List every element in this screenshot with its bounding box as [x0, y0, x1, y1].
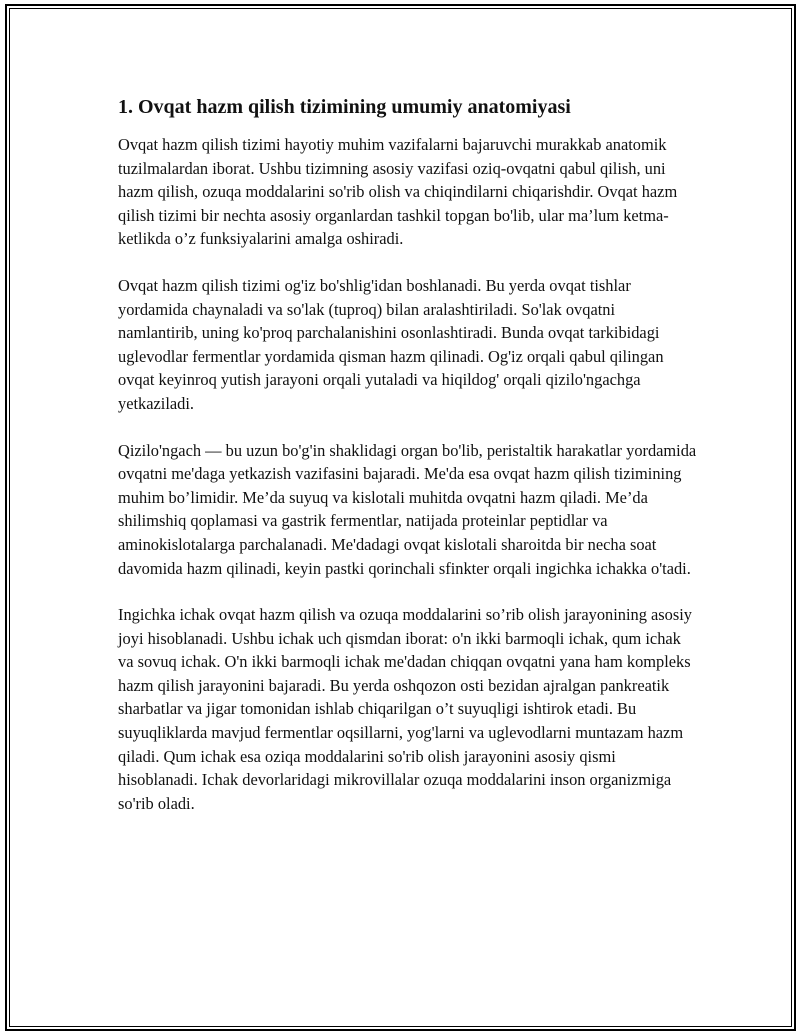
paragraph-2: Ovqat hazm qilish tizimi og'iz bo'shlig'idan boshlanadi. Bu yerda ovqat tishlar yordamida chaynaladi va so'lak (tuproq) bilan aralashtiriladi. So'lak ovqatni namlantirib, uning ko'proq parchalanishini osonlashtiradi. Bunda ovqat tarkibidagi uglevodlar fermentlar yordamida qisman hazm qilinadi. Og'iz orqali qabul qilingan ovqat keyinroq yutish jarayoni orqali yutaladi va hiqildog' orqali qizilo'ngachga yetkaziladi. — [118, 275, 664, 413]
paragraph-1: Ovqat hazm qilish tizimi hayotiy muhim vazifalarni bajaruvchi murakkab anatomik tuzilmalardan iborat. Ushbu tizimning asosiy vazifasi oziq-ovqatni qabul qilish, uni hazm qilish, ozuqa moddalarini so'rib olish va chiqindilarni chiqarishdir. Ovqat hazm qilish tizimi bir nechta asosiy organlardan tashkil topgan bo'lib, ular ma’lum ketma-ketlikda o’z funksiyalarini amalga oshiradi. — [118, 135, 678, 249]
paragraph-4: Ingichka ichak ovqat hazm qilish va ozuqa moddalarini so’rib olish jarayonining asosiy joyi hisoblanadi. Ushbu ichak uch qismdan iborat: o'n ikki barmoqli ichak, qum ichak va sovuq ichak. O'n ikki barmoqli ichak me'dadan chiqqan ovqatni yana ham kompleks hazm qilish jarayonini bajaradi. Bu yerda oshqozon osti bezidan ajralgan pankreatik sharbatlar va jigar tomonidan ishlab chiqarilgan o’t suyuqligi ishtirok etadi. Bu suyuqliklarda mavjud fermentlar oqsillarni, yog'larni va uglevodlarni muntazam hazm qiladi. Qum ichak esa oziqa moddalarini so'rib olish jarayonini asosiy qismi hisoblanadi. Ichak devorlaridagi mikrovillalar ozuqa moddalarini inson organizmiga so'rib oladi. — [118, 605, 692, 813]
document-body — [118, 95, 698, 838]
section-heading: 1. Ovqat hazm qilish tizimining umumiy anatomiyasi — [118, 96, 571, 118]
paragraph-3: Qizilo'ngach — bu uzun bo'g'in shaklidagi organ bo'lib, peristaltik harakatlar yordamida ovqatni me'daga yetkazish vazifasini bajaradi. Me'da esa ovqat hazm qilish tizimining muhim bo’limidir. Me’da suyuq va kislotali muhitda ovqatni hazm qiladi. Me’da shilimshiq qoplamasi va gastrik fermentlar, natijada proteinlar peptidlar va aminokislotalarga parchalanadi. Me'dadagi ovqat kislotali sharoitda bir necha soat davomida hazm qilinadi, keyin pastki qorinchali sfinkter orqali ingichka ichakka o'tadi. — [118, 440, 697, 578]
